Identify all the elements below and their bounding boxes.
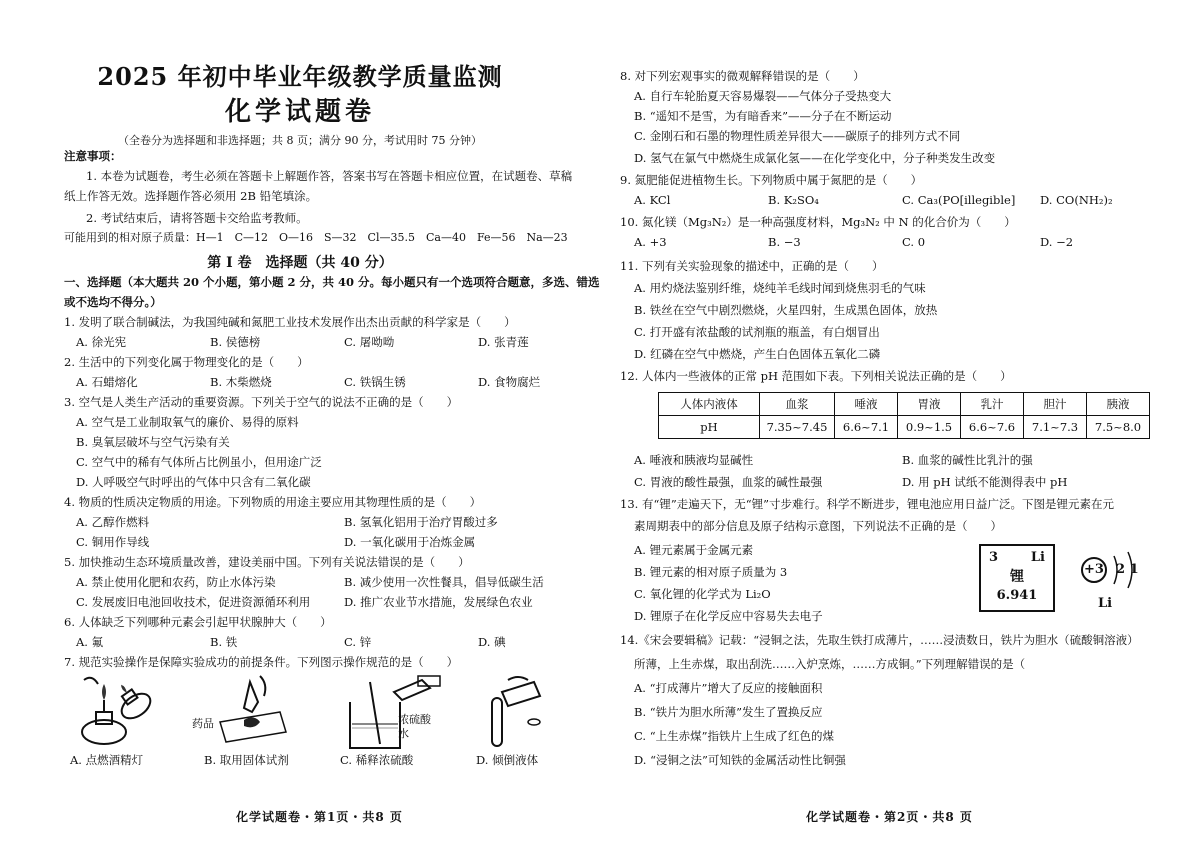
pour-liquid-figure <box>478 672 548 752</box>
notice-1b: 纸上作答无效。选择题作答必须用 2B 铅笔填涂。 <box>64 189 318 203</box>
q5-option-d: D. 推广农业节水措施，发展绿色农业 <box>344 595 533 609</box>
ph-table-header-row <box>659 393 1150 416</box>
fig-c-label-water: 水 <box>398 727 409 740</box>
element-name: 锂 <box>1010 569 1024 585</box>
atomic-masses: 可能用到的相对原子质量：H—1 C—12 O—16 S—32 Cl—35.5 Ca—40 Fe—56 Na—23 <box>64 231 568 244</box>
q6-option-b: B. 铁 <box>210 635 238 649</box>
atomic-mass: 6.941 <box>996 588 1038 603</box>
q14-option-d: D. “浸铜之法”可知铁的金属活动性比铜强 <box>634 753 846 767</box>
q12-option-d: D. 用 pH 试纸不能测得表中 pH <box>902 475 1068 489</box>
ph-table-cell: 7.35~7.45 <box>760 416 835 439</box>
q3-option-c: C. 空气中的稀有气体所占比例虽小，但用途广泛 <box>76 455 322 469</box>
question-8: 8. 对下列宏观事实的微观解释错误的是（ ） <box>620 69 865 83</box>
q4-option-d: D. 一氧化碳用于冶炼金属 <box>344 535 476 549</box>
ph-table-header: 胰液 <box>1087 393 1150 416</box>
question-3: 3. 空气是人类生产活动的重要资源。下列关于空气的说法不正确的是（ ） <box>64 395 459 409</box>
q12-option-c: C. 胃液的酸性最强，血浆的碱性最强 <box>634 475 823 489</box>
q5-option-a: A. 禁止使用化肥和农药，防止水体污染 <box>76 575 276 589</box>
question-13b: 素周期表中的部分信息及原子结构示意图，下列说法不正确的是（ ） <box>634 519 1002 533</box>
q10-option-d: D. −2 <box>1040 235 1074 249</box>
part1-instructions-b: 或不选均不得分。） <box>64 295 162 309</box>
question-12: 12. 人体内一些液体的正常 pH 范围如下表。下列相关说法正确的是（ ） <box>620 369 1012 383</box>
atomic-number: 3 <box>989 550 999 565</box>
q1-option-d: D. 张青莲 <box>478 335 529 349</box>
q4-option-a: A. 乙醇作燃料 <box>76 515 150 529</box>
question-5: 5. 加快推动生态环境质量改善，建设美丽中国。下列有关说法错误的是（ ） <box>64 555 470 569</box>
q14-option-b: B. “铁片为胆水所薄”发生了置换反应 <box>634 705 823 719</box>
q11-option-b: B. 铁丝在空气中剧烈燃烧，火星四射，生成黑色固体，放热 <box>634 303 938 317</box>
q12-option-b: B. 血浆的碱性比乳汁的强 <box>902 453 1033 467</box>
section-title: 第 Ⅰ 卷 选择题（共 40 分） <box>207 255 393 271</box>
page-1-footer: 化学试题卷・第1页・共8 页 <box>236 810 403 824</box>
dilute-acid-figure <box>340 672 450 752</box>
q5-option-c: C. 发展废旧电池回收技术，促进资源循环利用 <box>76 595 311 609</box>
q6-option-a: A. 氟 <box>76 635 104 649</box>
element-symbol: Li <box>1030 550 1045 565</box>
question-13a: 13. 有“锂”走遍天下，无“锂”寸步难行。科学不断进步，锂电池应用日益广泛。下图是锂元素在元 <box>620 497 1114 511</box>
question-6: 6. 人体缺乏下列哪种元素会引起甲状腺肿大（ ） <box>64 615 332 629</box>
q6-option-c: C. 锌 <box>344 635 372 649</box>
q13-option-b: B. 锂元素的相对原子质量为 3 <box>634 565 788 579</box>
notice-heading: 注意事项： <box>64 149 122 163</box>
q7-option-c: C. 稀释浓硫酸 <box>340 753 414 767</box>
q2-option-c: C. 铁锅生锈 <box>344 375 406 389</box>
q2-option-b: B. 木柴燃烧 <box>210 375 272 389</box>
ph-table-header: 血浆 <box>760 393 835 416</box>
atom-electron-shells: 2 1 <box>1116 562 1139 577</box>
question-14a: 14.《宋会要辑稿》记载：“浸铜之法，先取生铁打成薄片，……浸渍数日，铁片为胆水（硫酸铜溶液） <box>620 633 1139 647</box>
question-2: 2. 生活中的下列变化属于物理变化的是（ ） <box>64 355 309 369</box>
q3-option-d: D. 人呼吸空气时呼出的气体中只含有二氧化碳 <box>76 475 311 489</box>
atom-nucleus-charge: +3 <box>1084 562 1104 577</box>
solid-reagent-figure <box>200 672 290 750</box>
ph-table-cell: 6.6~7.6 <box>961 416 1024 439</box>
q8-option-c: C. 金刚石和石墨的物理性质差异很大——碳原子的排列方式不同 <box>634 129 961 143</box>
exam-info: （全卷分为选择题和非选择题；共 8 页；满分 90 分，考试用时 75 分钟） <box>118 134 482 147</box>
q10-option-c: C. 0 <box>902 235 926 249</box>
ph-table-cell: 7.1~7.3 <box>1024 416 1087 439</box>
lithium-element-card <box>979 544 1055 612</box>
ph-table-cell: 6.6~7.1 <box>835 416 898 439</box>
question-4: 4. 物质的性质决定物质的用途。下列物质的用途主要应用其物理性质的是（ ） <box>64 495 482 509</box>
q4-option-b: B. 氢氧化铝用于治疗胃酸过多 <box>344 515 498 529</box>
notice-1a: 1. 本卷为试题卷，考生必须在答题卡上解题作答，答案书写在答题卡相应位置，在试题卷、草稿 <box>86 169 573 183</box>
q14-option-c: C. “上生赤煤”指铁片上生成了红色的煤 <box>634 729 834 743</box>
q9-option-d: D. CO(NH₂)₂ <box>1040 193 1113 207</box>
q7-option-a: A. 点燃酒精灯 <box>70 753 144 767</box>
q3-option-b: B. 臭氧层破坏与空气污染有关 <box>76 435 230 449</box>
q13-option-c: C. 氧化锂的化学式为 Li₂O <box>634 587 771 601</box>
ph-table-header: 胆汁 <box>1024 393 1087 416</box>
q8-option-b: B. “遥知不是雪，为有暗香来”——分子在不断运动 <box>634 109 892 123</box>
q1-option-c: C. 屠呦呦 <box>344 335 395 349</box>
q8-option-a: A. 自行车轮胎夏天容易爆裂——气体分子受热变大 <box>634 89 892 103</box>
ph-table-header: 乳汁 <box>961 393 1024 416</box>
q8-option-d: D. 氢气在氯气中燃烧生成氯化氢——在化学变化中，分子种类发生改变 <box>634 151 996 165</box>
q1-option-b: B. 侯德榜 <box>210 335 261 349</box>
ph-table <box>658 392 1150 439</box>
q11-option-c: C. 打开盛有浓盐酸的试剂瓶的瓶盖，有白烟冒出 <box>634 325 880 339</box>
q13-option-a: A. 锂元素属于金属元素 <box>634 543 754 557</box>
ph-table-cell: 7.5~8.0 <box>1087 416 1150 439</box>
ph-table-cell: 0.9~1.5 <box>898 416 961 439</box>
q9-option-b: B. K₂SO₄ <box>768 193 819 207</box>
ph-table-header: 胃液 <box>898 393 961 416</box>
alcohol-lamp-figure <box>74 672 164 750</box>
q9-option-a: A. KCl <box>634 193 671 207</box>
q6-option-d: D. 碘 <box>478 635 506 649</box>
q11-option-a: A. 用灼烧法鉴别纤维，烧纯羊毛线时闻到烧焦羽毛的气味 <box>634 281 926 295</box>
atom-label: Li <box>1098 596 1113 611</box>
q9-option-c: C. Ca₃(PO[illegible] <box>902 193 1016 207</box>
notice-2: 2. 考试结束后，请将答题卡交给监考教师。 <box>86 211 308 225</box>
ph-table-header: 唾液 <box>835 393 898 416</box>
exam-title: 2025 年初中毕业年级教学质量监测 <box>97 62 503 91</box>
part1-instructions-a: 一、选择题（本大题共 20 个小题，第小题 2 分，共 40 分。每小题只有一个选项符合题意，多选、错选 <box>64 275 600 289</box>
q11-option-d: D. 红磷在空气中燃烧，产生白色固体五氧化二磷 <box>634 347 881 361</box>
ph-table-header: 人体内液体 <box>659 393 760 416</box>
q7-option-d: D. 倾倒液体 <box>476 753 539 767</box>
question-1: 1. 发明了联合制碱法，为我国纯碱和氮肥工业技术发展作出杰出贡献的科学家是（ ） <box>64 315 516 329</box>
question-11: 11. 下列有关实验现象的描述中，正确的是（ ） <box>620 259 884 273</box>
q12-option-a: A. 唾液和胰液均显碱性 <box>634 453 754 467</box>
q2-option-a: A. 石蜡熔化 <box>76 375 138 389</box>
q7-option-b: B. 取用固体试剂 <box>204 753 289 767</box>
question-7: 7. 规范实验操作是保障实验成功的前提条件。下列图示操作规范的是（ ） <box>64 655 459 669</box>
q10-option-a: A. +3 <box>634 235 667 249</box>
ph-table-row <box>659 416 1150 439</box>
page-2-footer: 化学试题卷・第2页・共8 页 <box>806 810 973 824</box>
question-9: 9. 氮肥能促进植物生长。下列物质中属于氮肥的是（ ） <box>620 173 923 187</box>
exam-subtitle: 化学试题卷 <box>224 97 375 127</box>
q13-option-d: D. 锂原子在化学反应中容易失去电子 <box>634 609 823 623</box>
q3-option-a: A. 空气是工业制取氧气的廉价、易得的原料 <box>76 415 299 429</box>
q4-option-c: C. 铜用作导线 <box>76 535 150 549</box>
ph-table-cell: pH <box>659 416 760 439</box>
question-14b: 所薄，上生赤煤，取出刮洗……入炉烹炼，……方成铜。”下列理解错误的是（ <box>634 657 1026 671</box>
fig-b-label: 药品 <box>192 717 214 730</box>
fig-c-label-acid: 浓硫酸 <box>398 713 431 726</box>
q2-option-d: D. 食物腐烂 <box>478 375 541 389</box>
question-10: 10. 氮化镁（Mg₃N₂）是一种高强度材料，Mg₃N₂ 中 N 的化合价为（ ） <box>620 215 1016 229</box>
q1-option-a: A. 徐光宪 <box>76 335 127 349</box>
q5-option-b: B. 减少使用一次性餐具，倡导低碳生活 <box>344 575 544 589</box>
q14-option-a: A. “打成薄片”增大了反应的接触面积 <box>634 681 823 695</box>
q10-option-b: B. −3 <box>768 235 801 249</box>
